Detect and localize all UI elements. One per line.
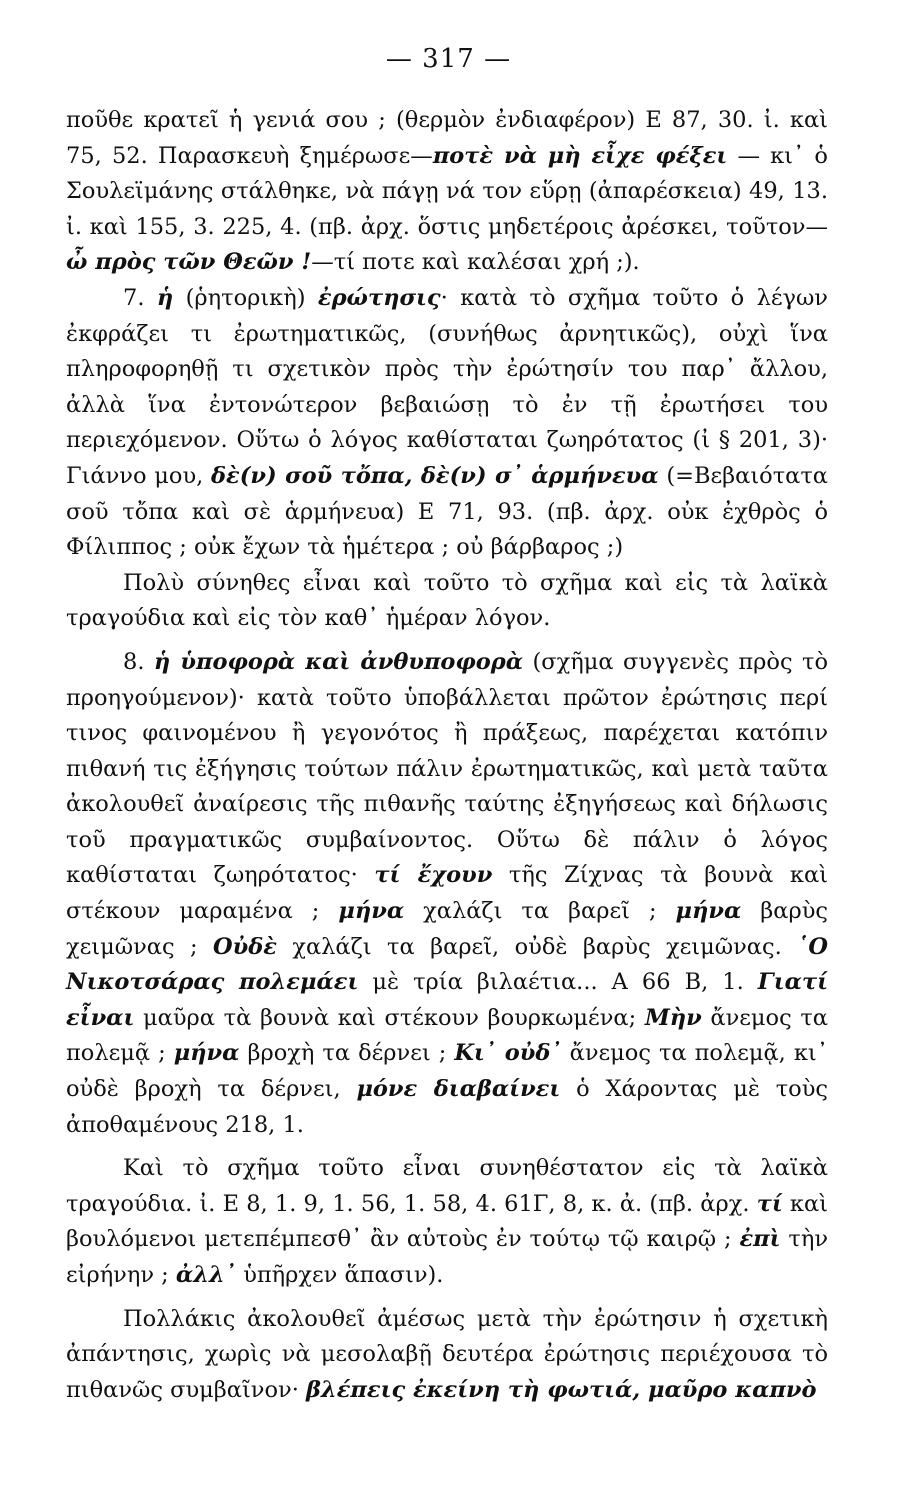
emphasized-text: Οὐδὲ [213, 933, 277, 960]
emphasized-text: Κι᾽ οὐδ᾽ [454, 1040, 562, 1067]
emphasized-text: ἀλλ᾽ [175, 1262, 237, 1288]
text-run: χαλάζι τα βαρεῖ ; [404, 898, 676, 925]
text-run: (=Βεβαιότατα σοῦ τὄπα καὶ σὲ ἁρμήνευα) Ε 71, 93. (πβ. ἀρχ. οὐκ ἐχθρὸς ὁ Φίλιππος ; οὐκ ἔχων τὰ ἡμέτερα ; οὐ βάρβαρος ;) [66, 462, 828, 561]
paragraph [66, 1302, 828, 1409]
text-run: μαῦρα τὰ βουνὰ καὶ στέκουν βουρκωμένα; [134, 1004, 645, 1031]
text-run: Πολὺ σύνηθες εἶναι καὶ τοῦτο τὸ σχῆμα καὶ εἰς τὰ λαϊκὰ τραγούδια καὶ εἰς τὸν καθ᾽ ἡμέραν λόγον. [66, 569, 828, 632]
text-run: ποῦθε κρατεῖ ἡ γενιά σου ; (θερμὸν ἐνδιαφέρον) Ε 87, 30. ἰ. καὶ 75, 52. Παρασκευὴ ξημέρωσε— [66, 107, 828, 169]
paragraph [66, 281, 828, 566]
text-run: (σχῆμα συγγενὲς πρὸς τὸ προηγούμενον)· κατὰ τοῦτο ὑποβάλλεται πρῶτον ἐρώτησις περί τινος φαινομένου ἢ γεγονότος ἢ πράξεως, παρέχεται κατόπιν πιθανή τις ἐξήγησις τούτων πάλιν ἐρωτηματικῶς, καὶ μετὰ ταῦτα ἀκολουθεῖ ἀναίρεσις τῆς πιθανῆς ταύτης ἐξηγήσεως καὶ δήλωσις τοῦ πραγματικῶς συμβαίνοντος. Οὕτω δὲ πάλιν ὁ λόγος καθίσταται ζωηρότατος· [66, 648, 828, 889]
text-run: ὑπῆρχεν ἅπασιν). [236, 1262, 444, 1288]
emphasized-text: βλέπεις ἐκείνη τὴ φωτιά, μαῦρο καπνὸ [306, 1376, 817, 1403]
emphasized-text: μόνε διαβαίνει [356, 1076, 561, 1103]
text-run: ὁ Χάροντας μὲ τοὺς ἀποθαμένους 218, 1. [66, 1076, 828, 1138]
paragraph [66, 566, 828, 637]
text-run: (ῥητορικὴ) [173, 284, 318, 311]
text-run: · κατὰ τὸ σχῆμα τοῦτο ὁ λέγων ἐκφράζει τι ἐρωτηματικῶς, (συνήθως ἀρνητικῶς), οὐχὶ ἵνα πληροφορηθῇ τι σχετικὸν πρὸς τὴν ἐρώτησίν του παρ᾽ ἄλλου, ἀλλὰ ἵνα ἐντονώτερον βεβαιώσῃ τὸ ἐν τῇ ἐρωτήσει του περιεχόμενον. Οὕτω ὁ λόγος καθίσταται ζωηρότατος (ἰ § 201, 3)· Γιάννο μου, [66, 284, 828, 489]
page-number: — 317 — [385, 44, 512, 74]
text-run: — κι᾽ ὁ Σουλεϊμάνης στάλθηκε, νὰ πάγῃ νά τον εὕρῃ (ἀπαρέσκεια) 49, 13. ἰ. καὶ 155, 3. 225, 4. (πβ. ἀρχ. ὅστις μηδετέροις ἀρέσκει, τοῦτον— [66, 142, 828, 240]
text-run: ἄνεμος τα πολεμᾷ ; [66, 1004, 828, 1067]
text-run: —τί ποτε καὶ καλέσαι χρή ;). [311, 249, 640, 276]
emphasized-text: μήνα [675, 898, 742, 925]
emphasized-text: ἐρώτησις [317, 284, 441, 311]
text-run: χαλάζι τα βαρεῖ, οὐδὲ βαρὺς χειμῶνας. [276, 933, 798, 960]
text-run: 7. [123, 284, 157, 311]
text-run: Πολλάκις ἀκολουθεῖ ἀμέσως μετὰ τὴν ἐρώτησιν ἡ σχετικὴ ἀπάντησις, χωρὶς νὰ μεσολαβῇ δευτέρα ἐρώτησις περιέχουσα τὸ πιθανῶς συμβαῖνον· [66, 1305, 828, 1403]
text-run: καὶ βουλόμενοι μετεπέμπεσθ᾽ ἂν αὐτοὺς ἐν τούτῳ τῷ καιρῷ ; [66, 1190, 828, 1253]
text-run: τῆς Ζίχνας τὰ βουνὰ καὶ στέκουν μαραμένα ; [66, 862, 828, 925]
emphasized-text: Γιατί εἶναι [66, 969, 828, 1031]
text-run: βαρὺς χειμῶνας ; [66, 898, 828, 960]
emphasized-text: ἡ [156, 284, 174, 311]
emphasized-text: Μὴν [644, 1004, 702, 1031]
emphasized-text: ἡ ὑποφορὰ καὶ ἀνθυποφορὰ [153, 648, 524, 675]
emphasized-text: ῾Ο Νικοτσάρας πολεμάει [66, 933, 829, 996]
paragraph [66, 645, 828, 1143]
text-run: ἄνεμος τα πολεμᾷ, κι᾽ οὐδὲ βροχὴ τα δέρνει, [66, 1040, 828, 1103]
paragraph [66, 103, 828, 281]
emphasized-text: τί ἔχουν [374, 862, 493, 889]
paragraph [66, 1151, 828, 1293]
emphasized-text: τί [756, 1190, 783, 1217]
emphasized-text: ἐπὶ [739, 1226, 781, 1253]
emphasized-text: δὲ(ν) σοῦ τὄπα, δὲ(ν) σ᾽ ἁρμήνευα [211, 462, 659, 489]
emphasized-text: μήνα [173, 1040, 240, 1067]
text-run: τὴν εἰρήνην ; [66, 1226, 829, 1288]
emphasized-text: ὦ πρὸς τῶν Θεῶν ! [66, 249, 312, 276]
text-run: βροχὴ τα δέρνει ; [239, 1040, 455, 1067]
text-run: μὲ τρία βιλαέτια... Α 66 Β, 1. [358, 969, 758, 996]
text-run: 8. [123, 648, 154, 675]
emphasized-text: μήνα [338, 898, 405, 925]
body-text [66, 103, 828, 1408]
text-run: Καὶ τὸ σχῆμα τοῦτο εἶναι συνηθέστατον εἰς τὰ λαϊκὰ τραγούδια. ἰ. Ε 8, 1. 9, 1. 56, 1. 58, 4. 61Γ, 8, κ. ἀ. (πβ. ἀρχ. [66, 1155, 828, 1217]
emphasized-text: ποτὲ νὰ μὴ εἶχε φέξει [432, 142, 728, 169]
